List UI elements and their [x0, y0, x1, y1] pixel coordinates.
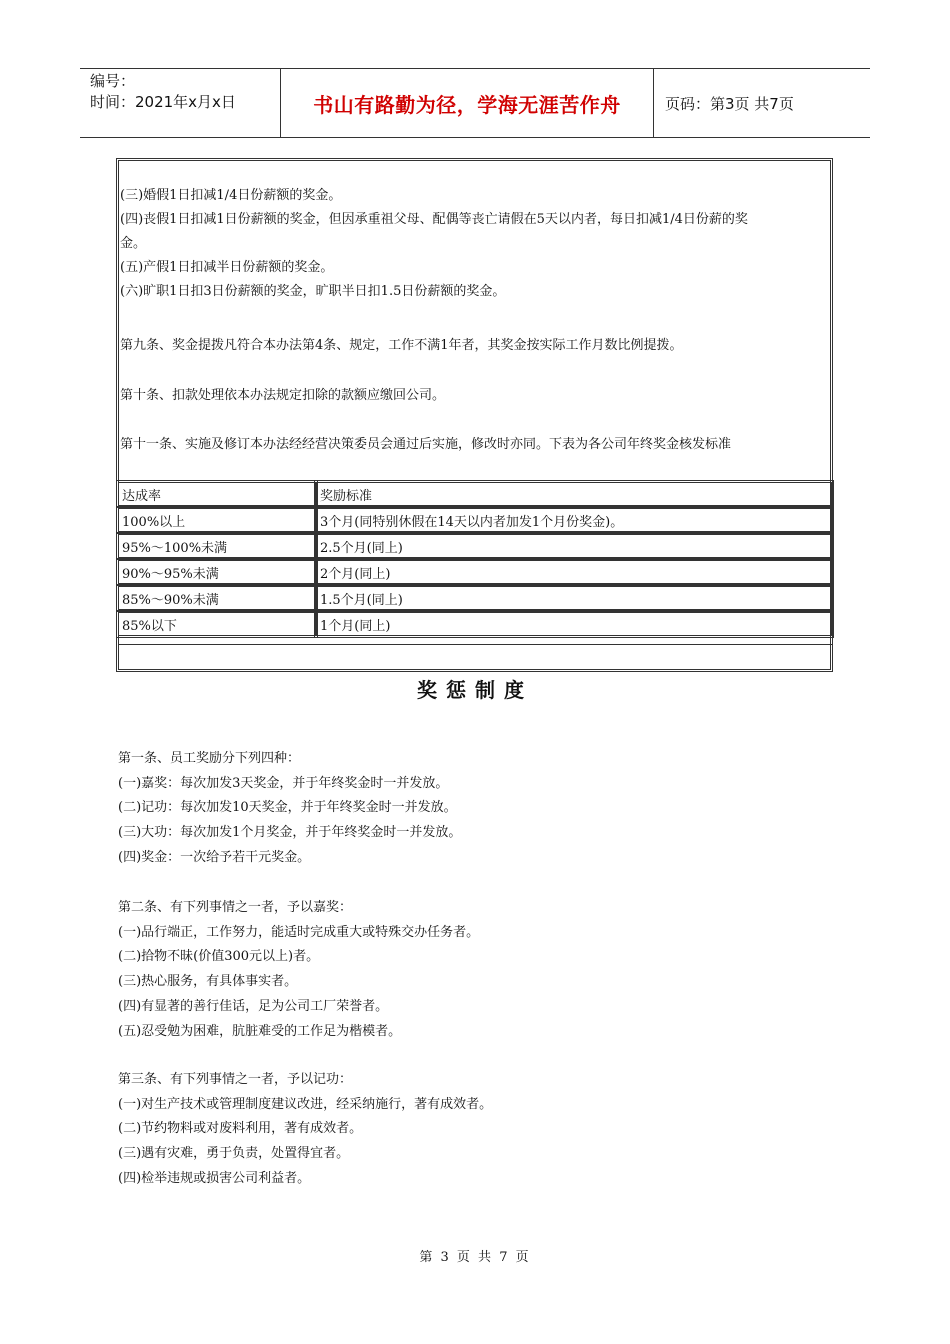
- rate-cell: 85%～90%未满: [118, 586, 316, 610]
- standard-cell: 2个月(同上): [316, 560, 832, 584]
- page-footer: 第 3 页 共 7 页: [419, 1250, 531, 1265]
- list-item: (二)记功：每次加发10天奖金，并于年终奖金时一并发放。: [118, 800, 457, 816]
- table-row: [118, 612, 832, 636]
- section-article-2: [118, 896, 838, 1044]
- list-item: (一)嘉奖：每次加发3天奖金，并于年终奖金时一并发放。: [118, 775, 449, 791]
- bonus-standard-table: [118, 480, 832, 638]
- rate-cell: 85%以下: [118, 612, 316, 636]
- article-11: 第十一条、实施及修订本办法经经营决策委员会通过后实施，修改时亦同。下表为各公司年终奖金核发标准: [120, 437, 732, 452]
- table-row: [118, 508, 832, 532]
- section-article-1: [118, 747, 838, 871]
- list-item: (四)奖金：一次给予若干元奖金。: [118, 849, 311, 865]
- section-heading: 第二条、有下列事情之一者，予以嘉奖：: [118, 900, 353, 915]
- standard-cell: 1个月(同上): [316, 612, 832, 636]
- section-heading: 第一条、员工奖励分下列四种：: [118, 751, 301, 766]
- table-header-row: [118, 482, 832, 506]
- number-label: 编号：: [90, 72, 136, 90]
- list-item: (三)大功：每次加发1个月奖金，并于年终奖金时一并发放。: [118, 825, 462, 841]
- list-item: (一)品行端正，工作努力，能适时完成重大或特殊交办任务者。: [118, 924, 480, 940]
- list-item: (四)检举违规或损害公司利益者。: [118, 1170, 311, 1186]
- page-header: [80, 68, 870, 138]
- standard-cell: 2.5个月(同上): [316, 534, 832, 558]
- header-motto: 书山有路勤为径，学海无涯苦作舟: [313, 92, 621, 117]
- article-10: 第十条、扣款处理依本办法规定扣除的款额应缴回公司。: [120, 388, 446, 403]
- list-item: 金。: [120, 236, 147, 251]
- article-9: 第九条、奖金提拨凡符合本办法第4条、规定，工作不满1年者，其奖金按实际工作月数比例提拨。: [120, 338, 683, 353]
- list-item: (三)婚假1日扣减1/4日份薪额的奖金。: [120, 188, 342, 203]
- list-item: (二)拾物不昧(价值300元以上)者。: [118, 949, 320, 965]
- section-article-3: [118, 1068, 838, 1192]
- page-title: 奖惩制度: [417, 678, 533, 702]
- standard-cell: 1.5个月(同上): [316, 586, 832, 610]
- list-item: (三)热心服务，有具体事实者。: [118, 974, 298, 990]
- table-row: [118, 534, 832, 558]
- standard-cell: 3个月(同特别休假在14天以内者加发1个月份奖金)。: [316, 508, 832, 532]
- time-label: 时间：2021年x月x日: [90, 93, 236, 111]
- deduction-list: [120, 184, 832, 304]
- section-heading: 第三条、有下列事情之一者，予以记功：: [118, 1072, 353, 1087]
- rate-cell: 100%以上: [118, 508, 316, 532]
- list-item: (三)遇有灾难，勇于负责，处置得宜者。: [118, 1146, 350, 1162]
- header-divider: [653, 69, 654, 137]
- list-item: (四)丧假1日扣减1日份薪额的奖金，但因承重祖父母、配偶等丧亡请假在5天以内者，每日扣减1/4日份薪的奖: [120, 212, 748, 227]
- column-header-rate: 达成率: [118, 482, 316, 506]
- rate-cell: 90%～95%未满: [118, 560, 316, 584]
- table-row: [118, 586, 832, 610]
- list-item: (一)对生产技术或管理制度建议改进，经采纳施行，著有成效者。: [118, 1096, 493, 1112]
- page-indicator: 页码：第3页 共7页: [665, 94, 794, 113]
- frame-divider: [118, 644, 832, 645]
- list-item: (二)节约物料或对废料利用，著有成效者。: [118, 1121, 363, 1137]
- list-item: (五)忍受勉为困难，肮脏难受的工作足为楷模者。: [118, 1023, 402, 1039]
- list-item: (五)产假1日扣减半日份薪额的奖金。: [120, 260, 334, 275]
- list-item: (六)旷职1日扣3日份薪额的奖金，旷职半日扣1.5日份薪额的奖金。: [120, 284, 506, 299]
- table-row: [118, 560, 832, 584]
- column-header-standard: 奖励标准: [316, 482, 832, 506]
- rate-cell: 95%～100%未满: [118, 534, 316, 558]
- header-meta: [80, 69, 280, 137]
- list-item: (四)有显著的善行佳话，足为公司工厂荣誉者。: [118, 998, 389, 1014]
